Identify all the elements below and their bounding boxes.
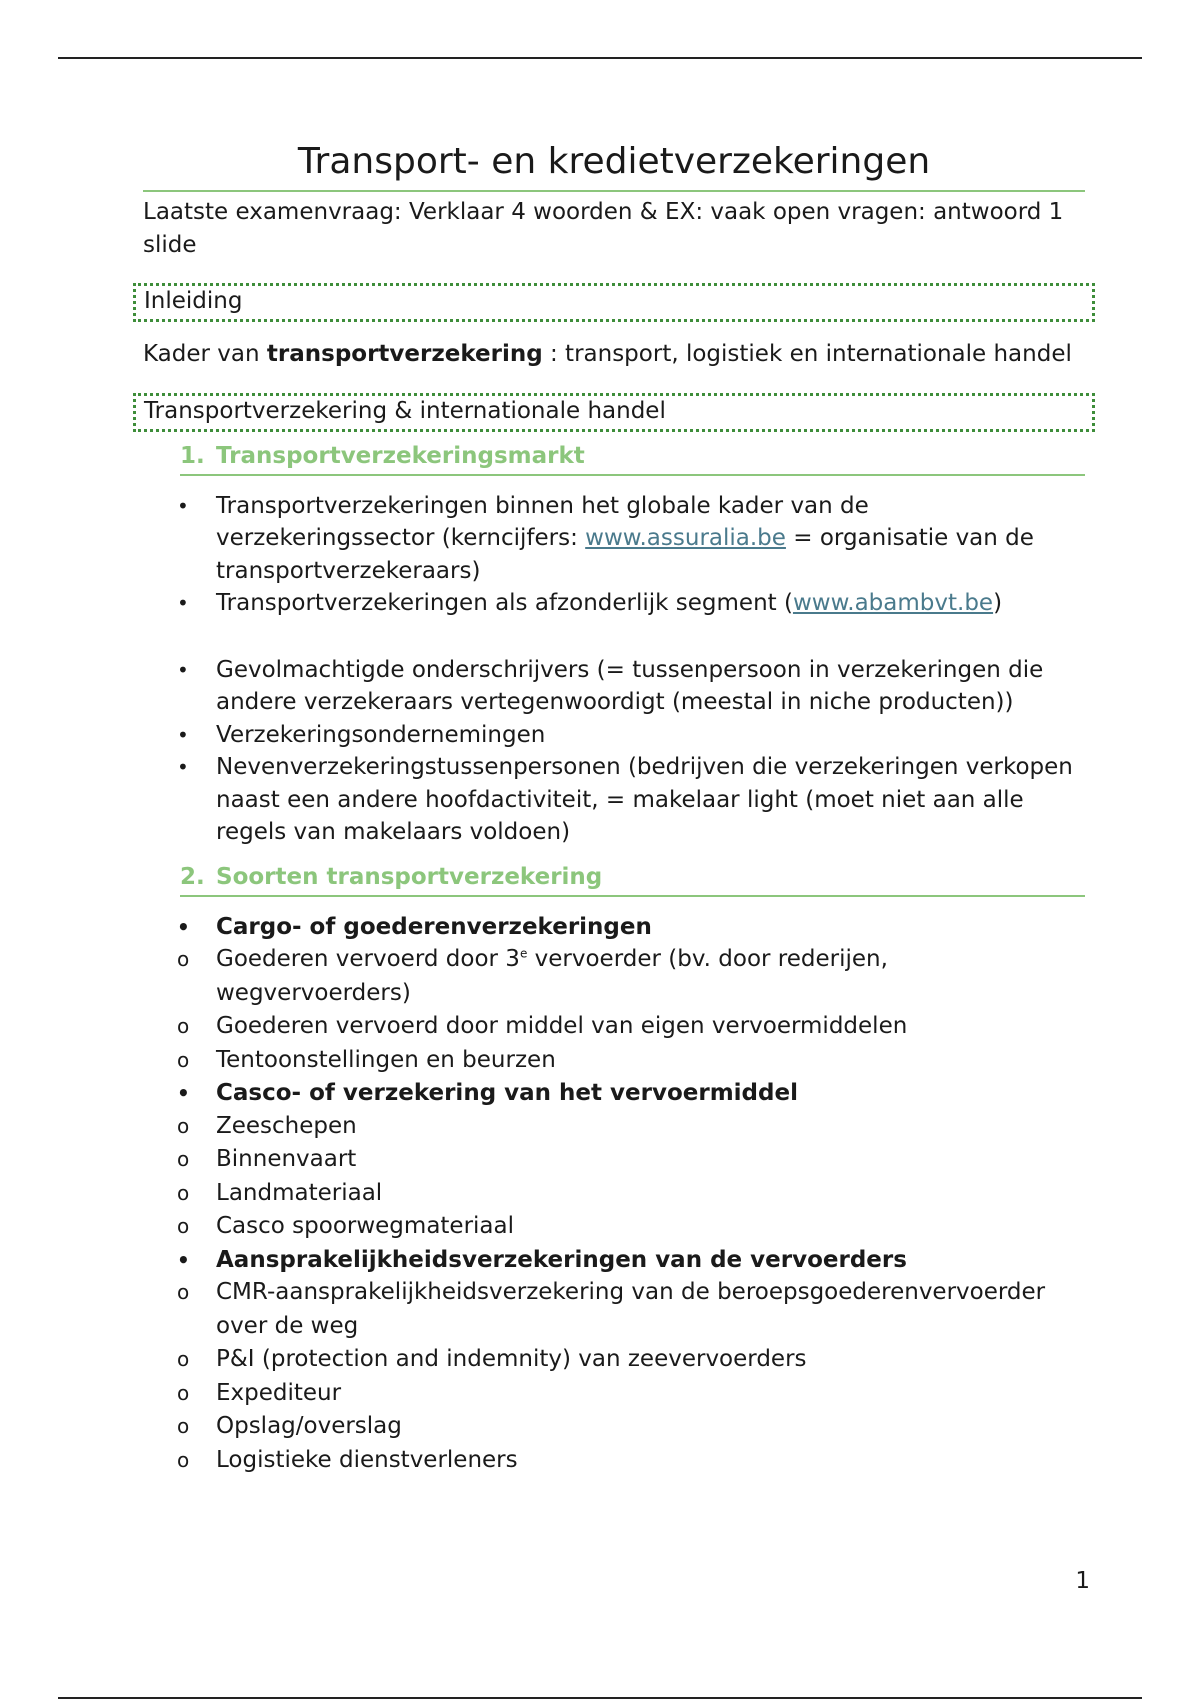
item-label: Casco- of verzekering van het vervoermiddel xyxy=(216,1080,798,1106)
sub-list-item xyxy=(143,1044,1085,1078)
sub-list-item xyxy=(143,943,1085,1010)
sub-item-text: Goederen vervoerd door middel van eigen vervoermiddelen xyxy=(216,1013,908,1039)
list-item xyxy=(143,654,1085,719)
sub-bullet-icon: o xyxy=(177,1214,190,1238)
page-number: 1 xyxy=(1075,1568,1090,1594)
bullet-icon: • xyxy=(177,722,189,747)
sub-bullet-icon: o xyxy=(177,1014,190,1038)
item-text: Verzekeringsondernemingen xyxy=(216,721,546,748)
soorten-list-liability xyxy=(143,1244,1085,1277)
document-title: Transport- en kredietverzekeringen xyxy=(143,138,1085,192)
sub-item-text: Tentoonstellingen en beurzen xyxy=(216,1046,556,1073)
item-suffix: ) xyxy=(993,590,1003,616)
list-item xyxy=(143,587,1085,620)
list-item-liability xyxy=(143,1244,1085,1277)
list-item xyxy=(143,490,1085,588)
bullet-icon: • xyxy=(177,591,189,615)
sub-list-item xyxy=(143,1143,1085,1177)
para-bold-term: transportverzekering xyxy=(266,341,543,367)
sub-item-text: Opslag/overslag xyxy=(216,1413,402,1439)
document-body xyxy=(143,138,1085,1477)
page-top-rule xyxy=(58,57,1142,59)
abambvt-link[interactable]: www.abambvt.be xyxy=(792,590,994,616)
casco-sublist xyxy=(143,1110,1085,1244)
sub-bullet-icon: o xyxy=(177,947,190,971)
section-heading-transport: Transportverzekering & internationale handel xyxy=(133,393,1095,432)
intro-text: Laatste examenvraag: Verklaar 4 woorden & EX: vaak open vragen: antwoord 1 slide xyxy=(143,199,1064,258)
item-label: Cargo- of goederenverzekeringen xyxy=(216,913,652,940)
section-heading-inleiding: Inleiding xyxy=(133,283,1095,322)
sub-item-text: vervoerder (bv. door rederijen, wegvervoerders) xyxy=(216,946,888,1006)
sub-bullet-icon: o xyxy=(177,1380,190,1405)
item-label: Aansprakelijkheidsverzekeringen van de vervoerders xyxy=(216,1246,907,1273)
subheading-title: Transportverzekeringsmarkt xyxy=(216,442,585,469)
sub-bullet-icon: o xyxy=(177,1180,190,1205)
item-text: Nevenverzekeringstussenpersonen (bedrijven die verzekeringen verkopen naast een andere hoofdactiviteit, = makelaar light (moet niet aan alle regels van makelaars voldoen) xyxy=(216,754,1073,845)
superscript: e xyxy=(519,946,528,961)
page-bottom-rule xyxy=(58,1697,1142,1699)
bullet-icon: • xyxy=(177,914,190,939)
para-prefix: Kader van xyxy=(143,341,267,367)
sub-list-item xyxy=(143,1010,1085,1044)
sub-item-text: Binnenvaart xyxy=(216,1146,357,1172)
sub-list-item xyxy=(143,1343,1085,1377)
list-item xyxy=(143,719,1085,752)
subheading-soorten xyxy=(180,861,1085,897)
sub-bullet-icon: o xyxy=(177,1447,190,1472)
sub-item-text: Zeeschepen xyxy=(216,1112,357,1139)
sub-list-item xyxy=(143,1276,1085,1343)
sub-bullet-icon: o xyxy=(177,1047,190,1072)
sub-bullet-icon: o xyxy=(177,1147,190,1171)
sub-item-text: Logistieke dienstverleners xyxy=(216,1446,518,1473)
subheading-markt xyxy=(180,440,1085,476)
sub-list-item xyxy=(143,1410,1085,1444)
sub-item-text: P&I (protection and indemnity) van zeevervoerders xyxy=(216,1346,807,1372)
sub-item-text: Expediteur xyxy=(216,1379,342,1406)
inleiding-paragraph xyxy=(143,338,1085,371)
sub-item-text: Goederen vervoerd door 3 xyxy=(216,946,520,972)
list-item xyxy=(143,751,1085,849)
sub-bullet-icon: o xyxy=(177,1113,190,1138)
sub-bullet-icon: o xyxy=(177,1414,190,1438)
soorten-list xyxy=(143,911,1085,944)
bullet-icon: • xyxy=(177,1247,190,1272)
bullet-icon: • xyxy=(177,1081,190,1105)
bullet-icon: • xyxy=(177,493,189,518)
sub-list-item xyxy=(143,1177,1085,1211)
sub-list-item xyxy=(143,1210,1085,1244)
bullet-icon: • xyxy=(177,657,189,682)
sub-list-item xyxy=(143,1110,1085,1144)
cargo-sublist xyxy=(143,943,1085,1077)
item-suffix: = organisatie van de transportverzekeraars) xyxy=(216,525,1034,584)
list-item-casco xyxy=(143,1077,1085,1110)
list-gap xyxy=(143,620,1085,654)
subheading-title: Soorten transportverzekering xyxy=(216,863,603,890)
sub-list-item xyxy=(143,1377,1085,1411)
sub-item-text: Casco spoorwegmateriaal xyxy=(216,1213,515,1239)
soorten-list-casco xyxy=(143,1077,1085,1110)
subheading-number: 2. xyxy=(180,863,205,890)
markt-list-2 xyxy=(143,654,1085,849)
item-text: Transportverzekeringen als afzonderlijk segment ( xyxy=(216,590,793,616)
item-text: Gevolmachtigde onderschrijvers (= tussenpersoon in verzekeringen die andere verzekeraars vertegenwoordigt (meestal in niche producten)) xyxy=(216,656,1044,715)
bullet-icon: • xyxy=(177,755,189,779)
sub-bullet-icon: o xyxy=(177,1347,190,1371)
sub-list-item xyxy=(143,1444,1085,1478)
liability-sublist xyxy=(143,1276,1085,1477)
para-suffix: : transport, logistiek en internationale handel xyxy=(542,341,1072,367)
assuralia-link[interactable]: www.assuralia.be xyxy=(585,525,786,551)
item-text: Transportverzekeringen binnen het globale kader van de verzekeringssector (kerncijfers: xyxy=(216,492,869,551)
list-item-cargo xyxy=(143,911,1085,944)
sub-item-text: CMR-aansprakelijkheidsverzekering van de beroepsgoederenvervoerder over de weg xyxy=(216,1279,1046,1339)
subheading-number: 1. xyxy=(180,442,205,469)
markt-list xyxy=(143,490,1085,620)
sub-bullet-icon: o xyxy=(177,1280,190,1304)
sub-item-text: Landmateriaal xyxy=(216,1179,383,1206)
